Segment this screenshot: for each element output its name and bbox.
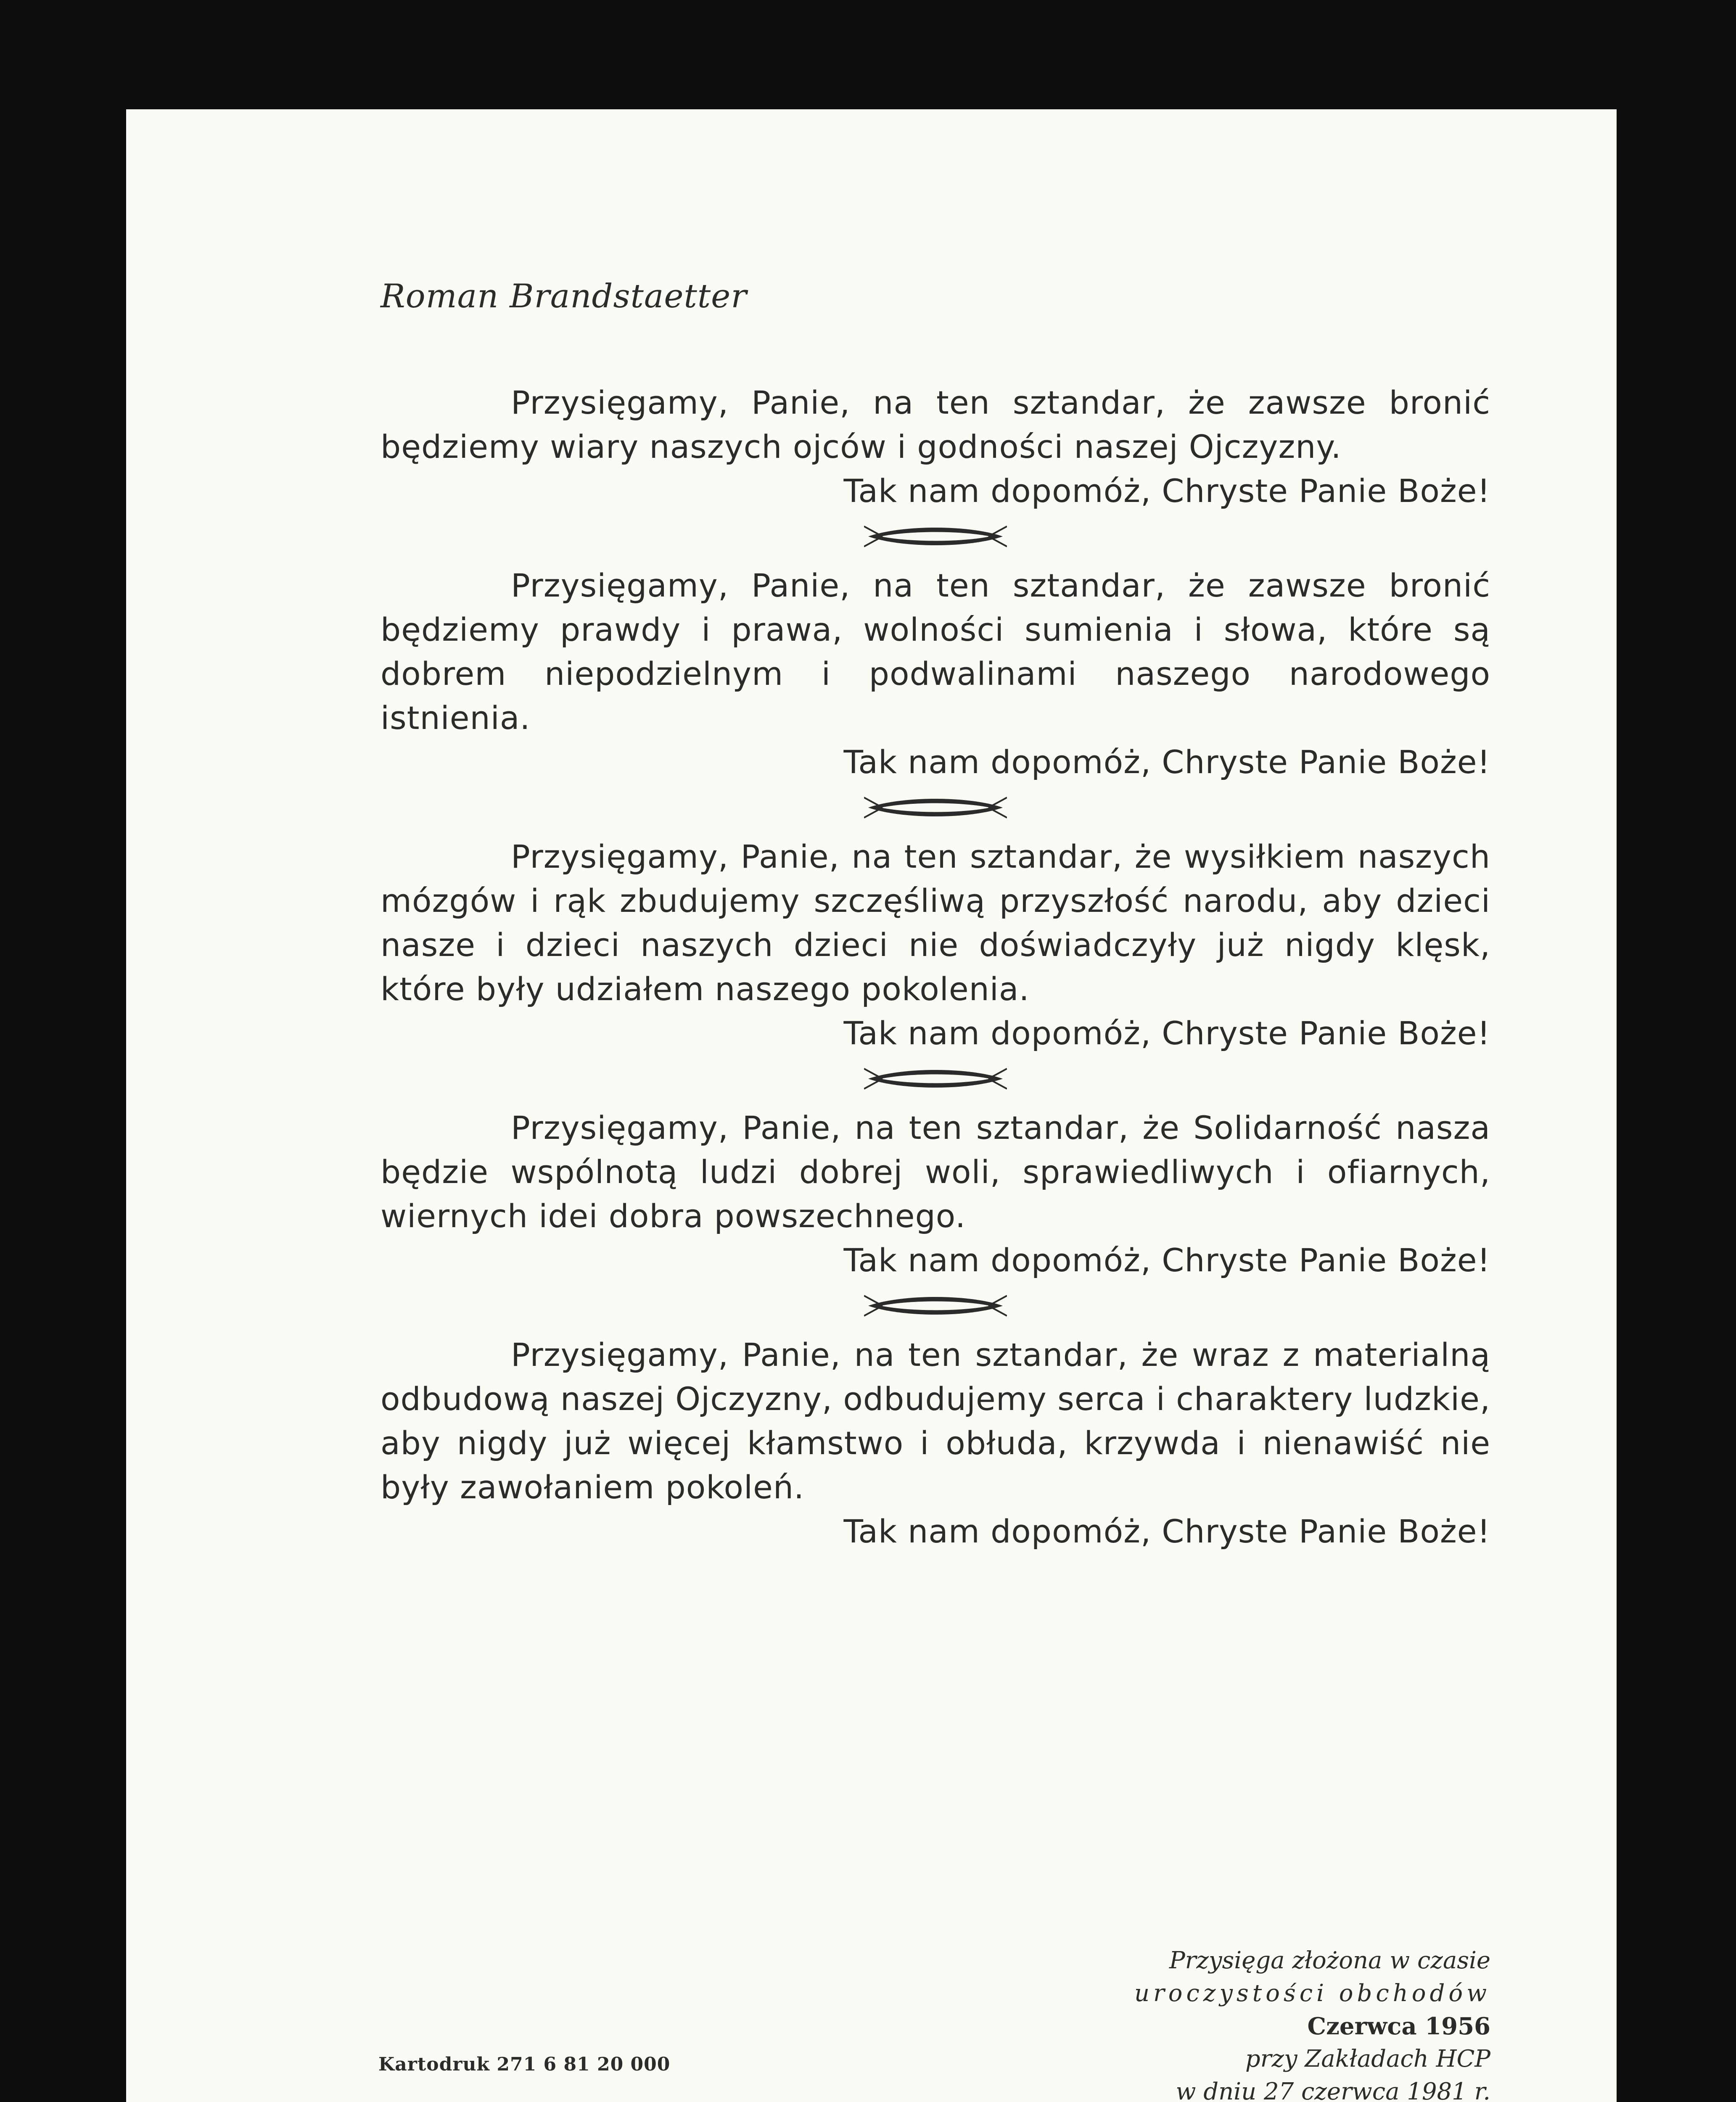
refrain-2: Tak nam dopomóż, Chryste Panie Boże! <box>843 743 1490 781</box>
ornament-divider-icon <box>864 792 1007 823</box>
stanza-5: Przysięgamy, Panie, na ten sztandar, że wraz z materialną odbudową naszej Ojczyzny, odbudujemy serca i charaktery ludzkie, aby nigdy już więcej kłamstwo i obłuda, krzywda i nienawiść nie były zawołaniem pokoleń. <box>380 1336 1490 1506</box>
ornament-divider-icon <box>864 1064 1007 1094</box>
stanza-1: Przysięgamy, Panie, na ten sztandar, że zawsze bronić będziemy wiary naszych ojców i godności naszej Ojczyzny. <box>380 384 1490 465</box>
refrain-1: Tak nam dopomóż, Chryste Panie Boże! <box>843 472 1490 510</box>
dedication-line-1: Przysięga złożona w czasie <box>1169 1947 1490 1974</box>
dedication-line-3: Czerwca 1956 <box>1307 2012 1490 2040</box>
dedication-note <box>986 1944 1490 2102</box>
document-page <box>126 109 1617 2102</box>
refrain-5: Tak nam dopomóż, Chryste Panie Boże! <box>843 1513 1490 1550</box>
dedication-line-4: przy Zakładach HCP <box>1245 2045 1490 2073</box>
dedication-line-5: w dniu 27 czerwca 1981 r. <box>1176 2078 1490 2102</box>
ornament-divider-icon <box>864 1291 1007 1321</box>
author-name: Roman Brandstaetter <box>380 277 747 315</box>
stanza-4: Przysięgamy, Panie, na ten sztandar, że Solidarność nasza będzie wspólnotą ludzi dobrej woli, sprawiedliwych i ofiarnych, wiernych idei dobra powszechnego. <box>380 1109 1490 1235</box>
printer-imprint: Kartodruk 271 6 81 20 000 <box>378 2054 671 2075</box>
dedication-line-2: uroczystości obchodów <box>1134 1980 1490 2007</box>
refrain-3: Tak nam dopomóż, Chryste Panie Boże! <box>843 1014 1490 1052</box>
stanza-2: Przysięgamy, Panie, na ten sztandar, że zawsze bronić będziemy prawdy i prawa, wolności sumienia i słowa, które są dobrem niepodzielnym i podwalinami naszego narodowego istnienia. <box>380 567 1490 737</box>
stanza-3: Przysięgamy, Panie, na ten sztandar, że wysiłkiem naszych mózgów i rąk zbudujemy szczęśliwą przyszłość narodu, aby dzieci nasze i dzieci naszych dzieci nie doświadczyły już nigdy klęsk, które były udziałem naszego pokolenia. <box>380 838 1490 1008</box>
refrain-4: Tak nam dopomóż, Chryste Panie Boże! <box>843 1241 1490 1279</box>
ornament-divider-icon <box>864 521 1007 552</box>
